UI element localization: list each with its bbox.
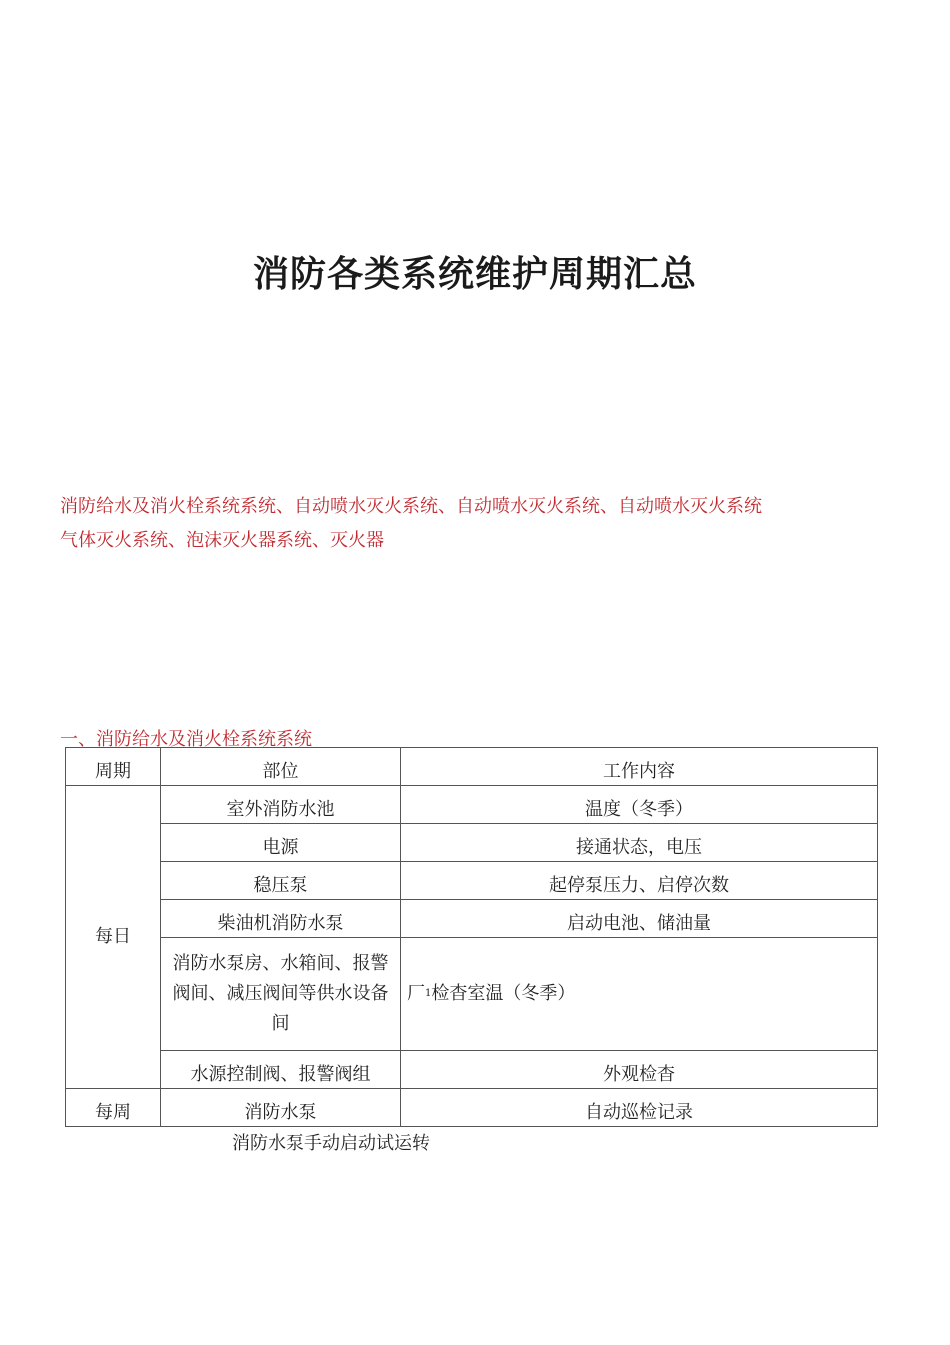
content-marker: 1 (425, 988, 432, 999)
section-heading: 一、消防给水及消火栓系统系统 (60, 729, 312, 750)
page-title: 消防各类系统维护周期汇总 (252, 254, 697, 295)
table-header-row (66, 748, 878, 786)
table-row (66, 900, 878, 938)
period-cell: 每日 (66, 786, 161, 1089)
content-cell: 温度（冬季） (401, 786, 878, 824)
header-period: 周期 (66, 748, 161, 786)
part-cell: 消防水泵 (161, 1089, 401, 1127)
system-list-line: 气体灭火系统、泡沫灭火器系统、灭火器 (60, 530, 384, 551)
maintenance-table (65, 747, 878, 1127)
table-row (66, 1089, 878, 1127)
part-cell: 消防水泵房、水箱间、报警阀间、减压阀间等供水设备间 (161, 938, 401, 1051)
part-cell: 柴油机消防水泵 (161, 900, 401, 938)
table-row (66, 786, 878, 824)
table-row (66, 1051, 878, 1089)
content-cell: 外观检杳 (401, 1051, 878, 1089)
content-cell: 起停泵压力、启停次数 (401, 862, 878, 900)
period-cell: 每周 (66, 1089, 161, 1127)
system-list-line: 消防给水及消火栓系统系统、自动喷水灭火系统、自动喷水灭火系统、自动喷水灭火系统 (60, 496, 762, 517)
content-prefix: 厂 (407, 983, 425, 1004)
content-text: 检杳室温（冬季） (431, 983, 576, 1004)
header-content: 工作内容 (401, 748, 878, 786)
part-cell: 室外消防水池 (161, 786, 401, 824)
trailing-text: 消防水泵手动启动试运转 (232, 1133, 430, 1154)
part-cell: 电源 (161, 824, 401, 862)
system-list (60, 490, 890, 558)
content-cell: 启动电池、储油量 (401, 900, 878, 938)
table-row (66, 824, 878, 862)
content-cell (401, 938, 878, 1051)
header-part: 部位 (161, 748, 401, 786)
table-row (66, 938, 878, 1051)
content-cell: 自动巡检记录 (401, 1089, 878, 1127)
content-cell: 接通状态，电压 (401, 824, 878, 862)
table-row (66, 862, 878, 900)
part-cell: 水源控制阀、报警阀组 (161, 1051, 401, 1089)
part-cell: 稳压泵 (161, 862, 401, 900)
